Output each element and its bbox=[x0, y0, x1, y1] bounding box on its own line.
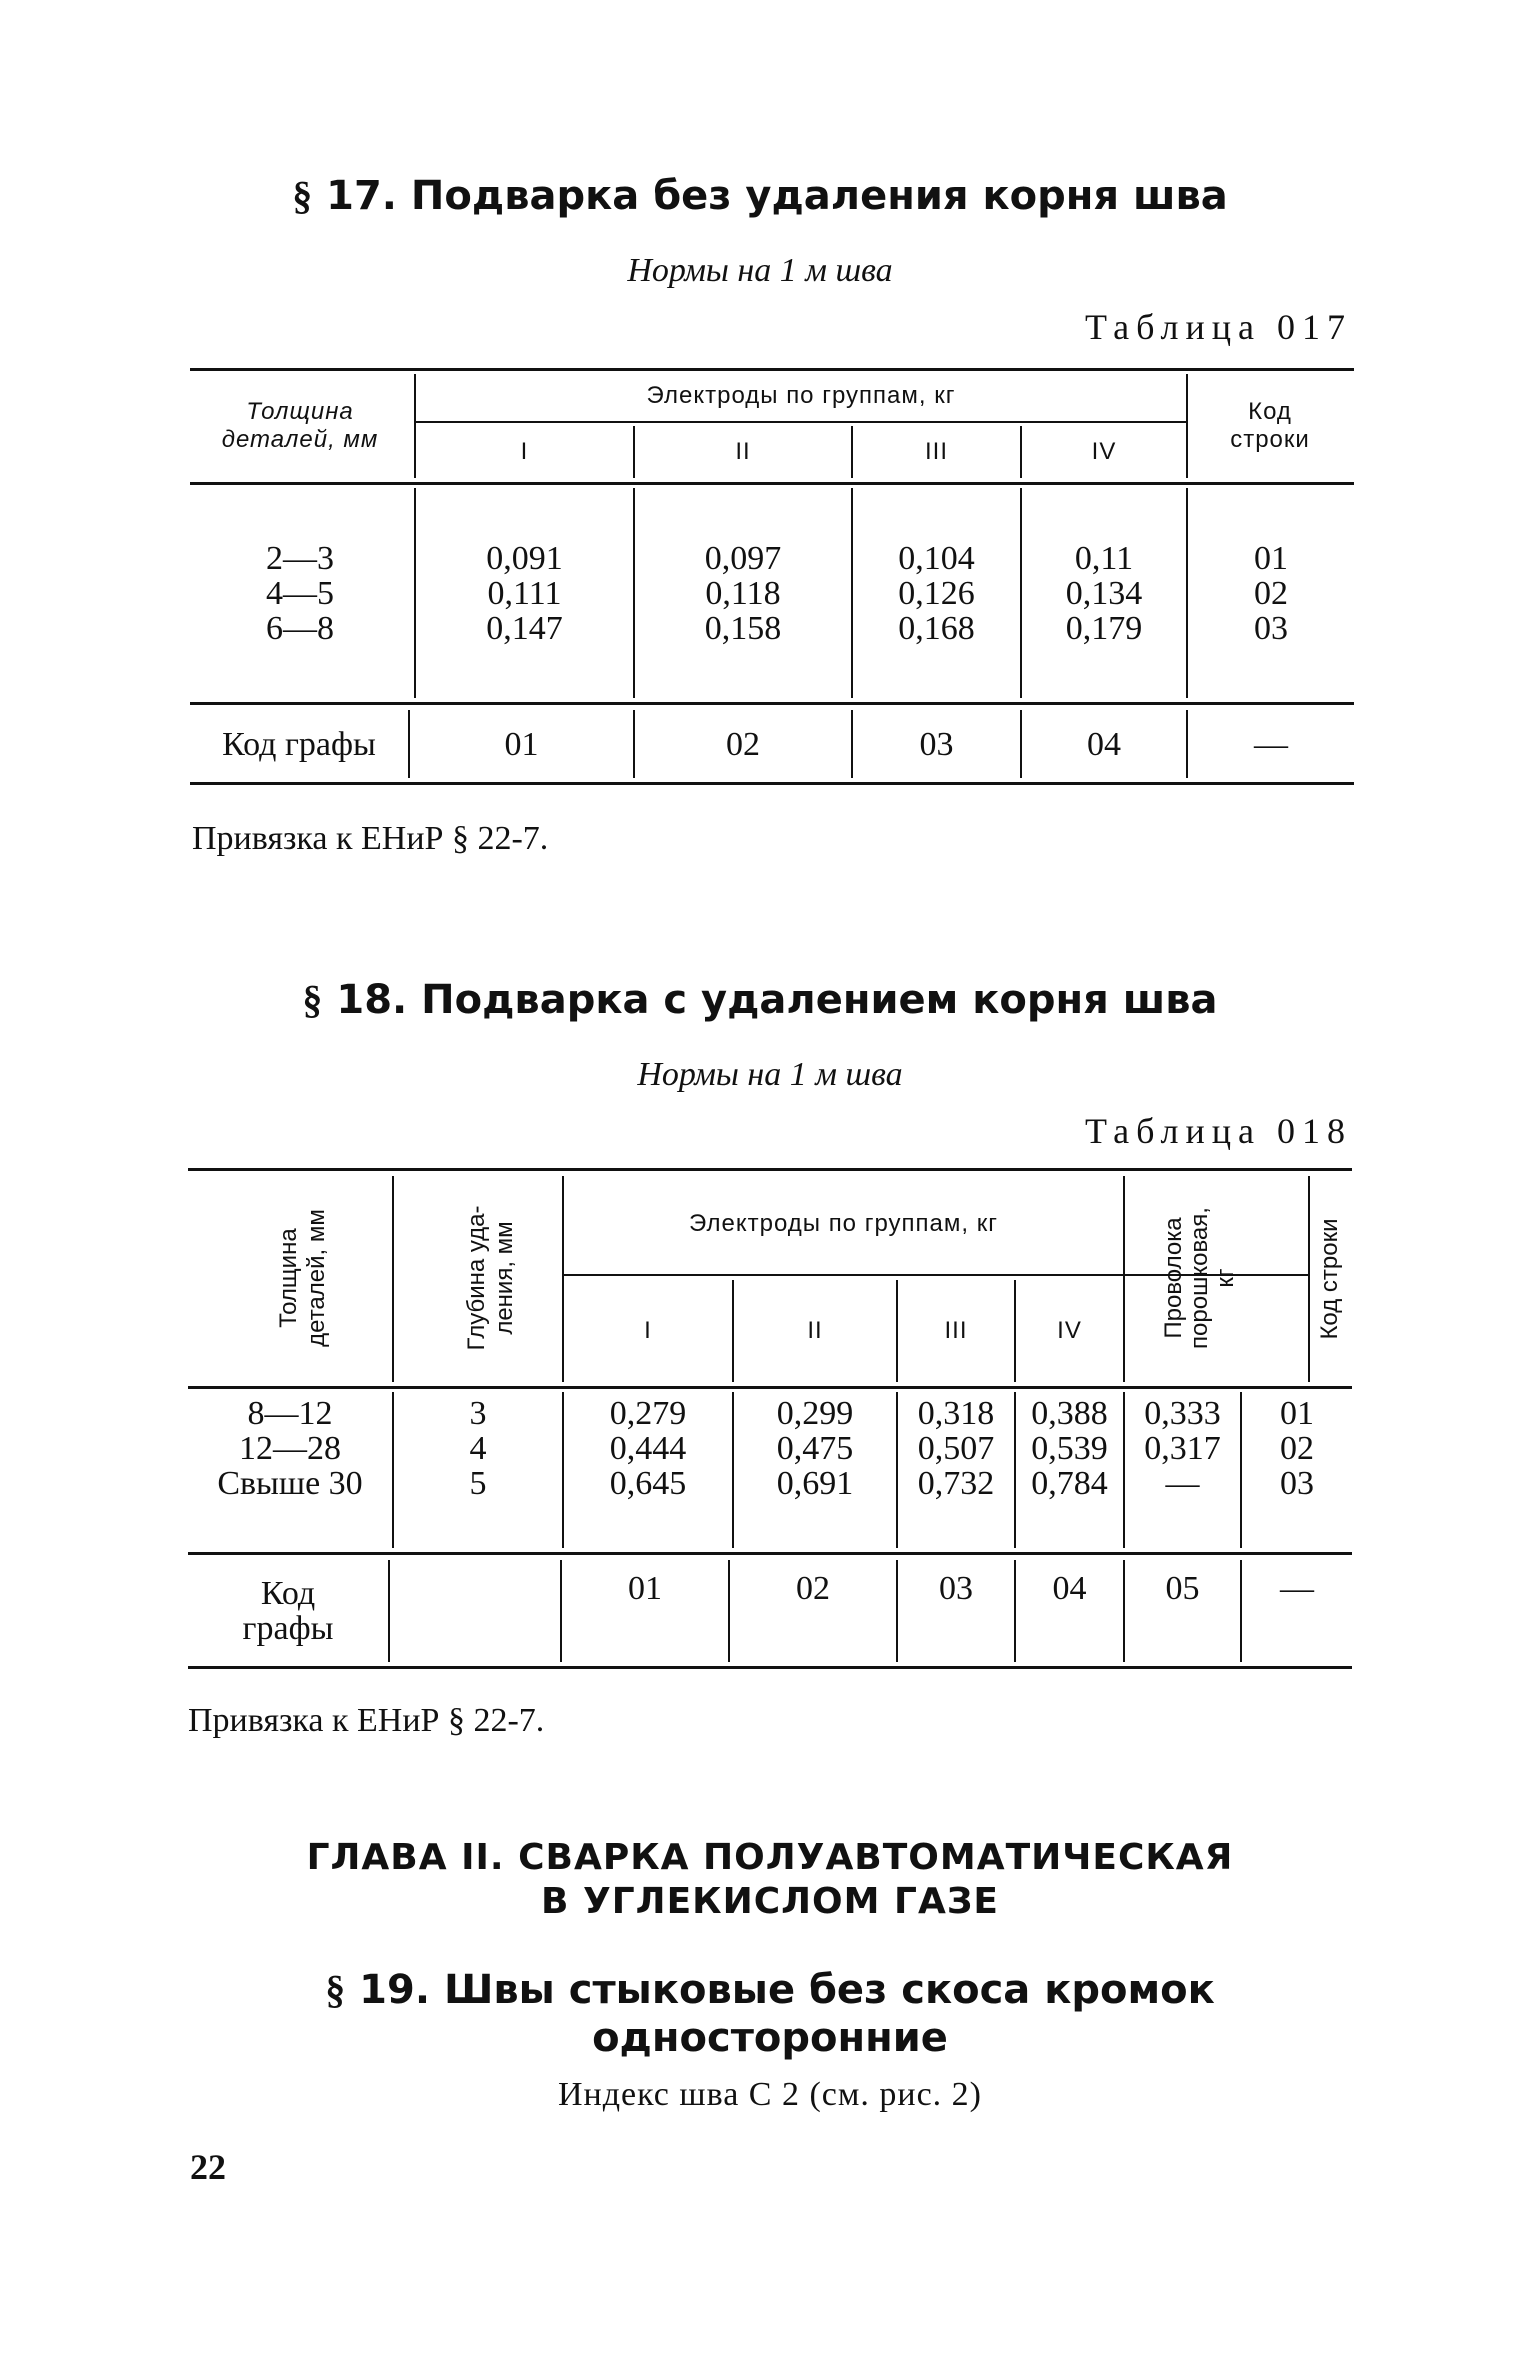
cell-value: 01 bbox=[1254, 539, 1288, 577]
cell-value: 0,118 bbox=[705, 574, 781, 612]
t018-col-thickness bbox=[188, 1392, 392, 1548]
cell-value: 0,444 bbox=[609, 1430, 687, 1467]
t018-col-code-7: — bbox=[1280, 1569, 1314, 1607]
cell-value: 0,299 bbox=[776, 1395, 854, 1432]
t018-col-code-5: 04 bbox=[1052, 1569, 1087, 1607]
cell-value: 2—3 bbox=[266, 539, 334, 577]
t017-col-code-3: 03 bbox=[919, 725, 954, 763]
cell-value: 0,111 bbox=[487, 574, 562, 612]
table-018 bbox=[188, 1168, 1352, 1672]
t017-col-code-2: 02 bbox=[726, 725, 760, 763]
cell-value: 0,645 bbox=[609, 1465, 687, 1502]
t017-head-thickness: Толщина деталей, мм bbox=[221, 398, 379, 453]
t017-col-code-5: — bbox=[1254, 725, 1288, 763]
cell-value: 0,317 bbox=[1144, 1430, 1221, 1467]
section-19-title: § 19. Швы стыковые без скоса кромок односторонние bbox=[325, 1967, 1215, 2061]
t018-col-group-3 bbox=[898, 1392, 1014, 1548]
cell-value: 03 bbox=[1254, 609, 1288, 647]
cell-value: 8—12 bbox=[247, 1395, 333, 1432]
table-017-number: Таблица 017 bbox=[1085, 307, 1352, 347]
cell-value: 0,126 bbox=[898, 574, 975, 612]
cell-value: Свыше 30 bbox=[217, 1465, 363, 1502]
section-17-note: Привязка к ЕНиР § 22-7. bbox=[192, 820, 549, 857]
cell-value: 0,158 bbox=[704, 609, 782, 647]
cell-value: 01 bbox=[1280, 1395, 1314, 1432]
t017-head-group-1: I bbox=[520, 438, 529, 465]
t017-col-code-row bbox=[1188, 488, 1354, 698]
t018-col-code-4: 03 bbox=[939, 1569, 973, 1607]
cell-value: 02 bbox=[1280, 1430, 1314, 1467]
page-number: 22 bbox=[190, 2147, 226, 2187]
cell-value: 5 bbox=[469, 1465, 487, 1502]
t017-col-group-2 bbox=[635, 488, 851, 698]
section-18-note: Привязка к ЕНиР § 22-7. bbox=[188, 1702, 545, 1739]
t018-head-group-3: III bbox=[944, 1317, 968, 1344]
t018-col-code-3: 02 bbox=[796, 1569, 830, 1607]
t017-col-group-1 bbox=[416, 488, 633, 698]
t018-head-wire: Проволока порошковая, кг bbox=[1160, 1207, 1239, 1349]
t017-head-group-2: II bbox=[735, 438, 751, 465]
t018-col-code-row bbox=[1242, 1392, 1352, 1548]
t018-head-group-1: I bbox=[644, 1317, 652, 1344]
t018-head-code-row: Код строки bbox=[1316, 1218, 1343, 1340]
cell-value: 0,134 bbox=[1065, 574, 1143, 612]
t018-col-group-1 bbox=[564, 1392, 732, 1548]
t018-code-label: Код графы bbox=[242, 1575, 334, 1647]
t017-head-code-row: Код строки bbox=[1230, 398, 1310, 453]
t018-col-code-1 bbox=[390, 1558, 560, 1618]
cell-value: 0,318 bbox=[917, 1395, 995, 1432]
cell-value: 0,333 bbox=[1144, 1395, 1221, 1432]
cell-value: 02 bbox=[1254, 574, 1288, 612]
t017-col-thickness bbox=[190, 488, 410, 698]
cell-value: — bbox=[1165, 1465, 1200, 1502]
cell-value: 0,691 bbox=[776, 1465, 854, 1502]
t017-head-group-3: III bbox=[924, 438, 948, 465]
cell-value: 0,091 bbox=[486, 539, 563, 577]
cell-value: 0,475 bbox=[776, 1430, 854, 1467]
t017-code-label: Код графы bbox=[222, 725, 376, 763]
cell-value: 3 bbox=[469, 1395, 487, 1432]
t018-head-group-4: IV bbox=[1057, 1317, 1082, 1344]
t018-col-wire bbox=[1125, 1392, 1240, 1548]
t017-col-code-4: 04 bbox=[1087, 725, 1121, 763]
cell-value: 6—8 bbox=[266, 609, 334, 647]
cell-value: 0,179 bbox=[1065, 609, 1143, 647]
t018-head-depth: Глубина уда- ления, мм bbox=[463, 1205, 518, 1351]
t018-col-depth bbox=[394, 1392, 562, 1548]
cell-value: 0,732 bbox=[917, 1465, 995, 1502]
section-17-norms: Нормы на 1 м шва bbox=[627, 252, 893, 289]
cell-value: 03 bbox=[1280, 1465, 1314, 1502]
cell-value: 12—28 bbox=[238, 1430, 341, 1467]
table-018-number: Таблица 018 bbox=[1085, 1111, 1352, 1151]
cell-value: 0,507 bbox=[917, 1430, 995, 1467]
chapter-2-title: ГЛАВА II. СВАРКА ПОЛУАВТОМАТИЧЕСКАЯ В УГЛЕКИСЛОМ ГАЗЕ bbox=[306, 1837, 1234, 1922]
cell-value: 4—5 bbox=[266, 574, 334, 612]
t018-head-electrodes: Электроды по группам, кг bbox=[689, 1210, 998, 1237]
cell-value: 4 bbox=[469, 1430, 487, 1467]
t017-head-electrodes: Электроды по группам, кг bbox=[646, 382, 956, 409]
section-17-title: § 17. Подварка без удаления корня шва bbox=[292, 173, 1228, 219]
section-18-norms: Нормы на 1 м шва bbox=[637, 1056, 903, 1093]
section-18-title: § 18. Подварка с удалением корня шва bbox=[302, 977, 1218, 1023]
t018-col-code-6: 05 bbox=[1165, 1569, 1200, 1607]
cell-value: 0,539 bbox=[1031, 1430, 1108, 1467]
t018-col-code-2: 01 bbox=[628, 1569, 662, 1607]
cell-value: 0,168 bbox=[898, 609, 975, 647]
t018-head-group-2: II bbox=[807, 1317, 823, 1344]
t018-col-group-2 bbox=[734, 1392, 896, 1548]
cell-value: 0,147 bbox=[486, 609, 563, 647]
t018-head-thickness: Толщина деталей, мм bbox=[275, 1209, 330, 1347]
t017-col-group-4 bbox=[1022, 488, 1186, 698]
t017-col-group-3 bbox=[853, 488, 1020, 698]
t017-head-group-4: IV bbox=[1091, 438, 1117, 465]
t017-col-code-1: 01 bbox=[504, 725, 539, 763]
cell-value: 0,388 bbox=[1031, 1395, 1108, 1432]
cell-value: 0,279 bbox=[609, 1395, 687, 1432]
cell-value: 0,784 bbox=[1031, 1465, 1108, 1502]
table-017 bbox=[190, 368, 1354, 788]
t018-col-group-4 bbox=[1016, 1392, 1123, 1548]
cell-value: 0,097 bbox=[704, 539, 782, 577]
cell-value: 0,104 bbox=[898, 539, 975, 577]
cell-value: 0,11 bbox=[1074, 539, 1134, 577]
section-19-index: Индекс шва С 2 (см. рис. 2) bbox=[558, 2076, 982, 2113]
